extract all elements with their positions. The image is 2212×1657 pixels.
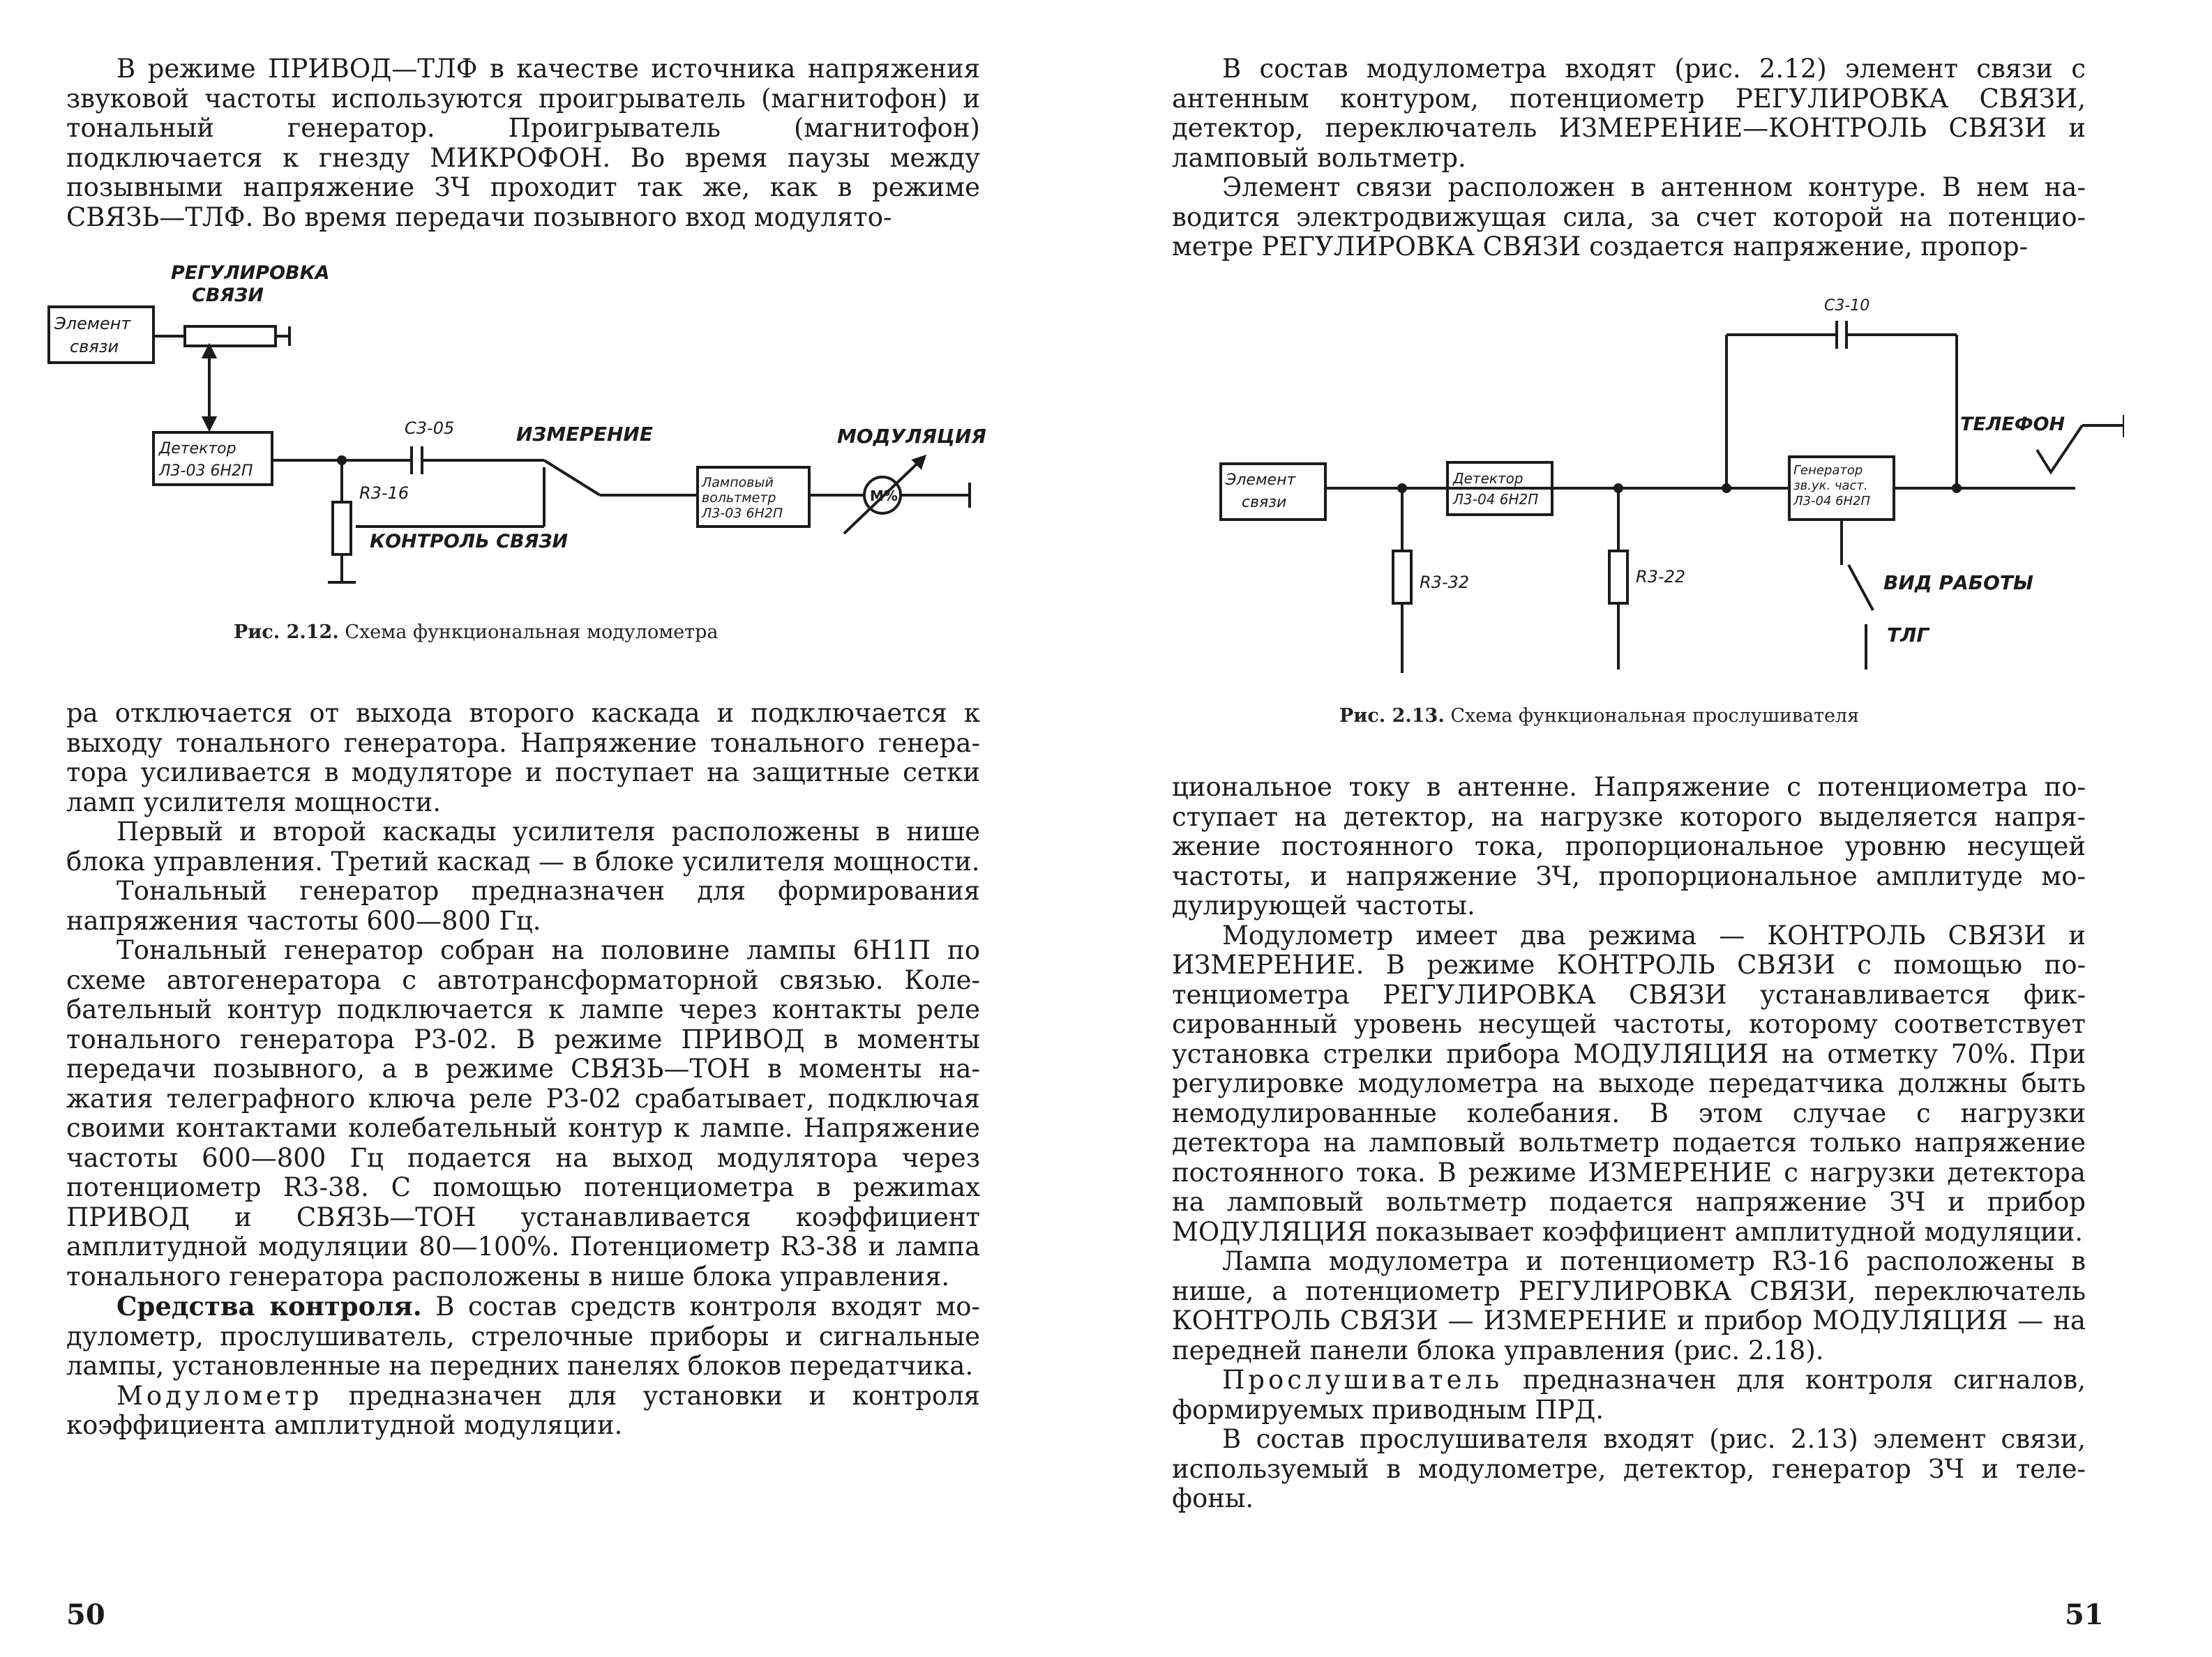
page-number-right: 51 (2065, 1598, 2104, 1631)
caption-text: Схема функциональная прослушивателя (1450, 705, 1860, 727)
paragraph: Тональный генератор предназначен для формирования напряжения частоты 600—800 Гц. (66, 876, 980, 936)
paragraph-modulometer (66, 1382, 980, 1441)
fig2-tel-label: ТЕЛЕФОН (1960, 414, 2066, 435)
fig1-meas-label: ИЗМЕРЕНИЕ (516, 423, 653, 446)
listener-term: Прослушиватель (1222, 1365, 1503, 1395)
fig2-detector-label-2: Л3-04 6Н2П (1453, 491, 1539, 508)
fig1-element-label: Элемент (54, 314, 131, 333)
paragraph-control (66, 1292, 980, 1382)
fig2-gen-label-3: Л3-04 6Н2П (1793, 494, 1871, 508)
fig1-element-label-2: связи (70, 337, 119, 356)
figure-2-13 (1217, 289, 2124, 680)
fig2-gen-label: Генератор (1793, 463, 1863, 478)
fig1-mod-label: МОДУЛЯЦИЯ (837, 425, 986, 448)
paragraph: Первый и второй каскады усилителя расположены в нише блока управления. Третий каскад — в блоке усилителя мощности. (66, 817, 980, 877)
fig2-gen-label-2: зв.ук. част. (1793, 478, 1868, 493)
listener-text: предназначен для контроля сигналов, формируемых приводным ПРД. (1172, 1365, 2086, 1425)
fig1-r-label: R3-16 (359, 483, 409, 503)
figure-2-12 (42, 258, 991, 621)
modulometer-term: Модулометр (116, 1380, 323, 1411)
modulometer-text: предназначен для установки и контроля коэффициента амплитудной модуляции. (66, 1380, 980, 1440)
caption-text: Схема функциональная модулометра (345, 621, 718, 643)
right-text-top (1172, 54, 2086, 262)
left-text-bottom (66, 699, 980, 1441)
control-heading: Средства контроля. (116, 1291, 422, 1322)
paragraph: ра отключается от выхода второго каскада и подключается к выходу тонального генератора. Напряжение тонального генератора усиливается в модуляторе и поступает на защитные сетки ламп усилителя мощности. (66, 698, 980, 817)
fig2-element-label: Элемент (1226, 471, 1296, 489)
paragraph: Элемент связи расположен в антенном контуре. В нем наводится электродвижущая сила, за счет которой на потенциометре РЕГУЛИРОВКА СВЯЗИ создается напряжение, пропор- (1172, 172, 2086, 262)
figure-2-12-caption (234, 621, 718, 644)
figure-2-13-caption (1339, 704, 1859, 728)
caption-number: Рис. 2.12. (234, 621, 339, 643)
fig1-detector-label-2: Л3-03 6Н2П (159, 462, 253, 480)
paragraph-listener (1172, 1365, 2086, 1425)
fig1-c-label: С3-05 (405, 418, 455, 438)
fig1-detector-label: Детектор (159, 440, 236, 457)
fig2-mode-label: ВИД РАБОТЫ (1883, 571, 2033, 594)
fig2-r2-label: R3-22 (1636, 567, 1686, 587)
paragraph: циональное току в антенне. Напряжение с потенциометра поступает на детектор, на нагрузке которого выделяется напряжение постоянного тока, пропорциональное уровню несущей частоты, и напряжение ЗЧ, пропорциональное амплитуде модулирующей частоты. (1172, 772, 2086, 921)
right-page (1106, 0, 2212, 1657)
page-number-left: 50 (66, 1598, 105, 1631)
fig1-meter-label: М% (870, 487, 898, 504)
fig1-lamp-label-3: Л3-03 6Н2П (702, 506, 783, 521)
fig2-c-label: С3-10 (1824, 297, 1870, 315)
fig2-tlg-label: ТЛГ (1887, 623, 1929, 646)
paragraph: В состав модулометра входят (рис. 2.12) элемент связи с антенным контуром, потенциометр РЕГУЛИРОВКА СВЯЗИ, детектор, переключатель ИЗМЕРЕНИЕ—КОНТРОЛЬ СВЯЗИ и ламповый вольтметр. (1172, 54, 2086, 173)
fig1-reg-label: РЕГУЛИРОВКА (171, 262, 330, 284)
fig1-reg-label-2: СВЯЗИ (192, 285, 264, 306)
fig1-lamp-label: Ламповый (702, 475, 774, 490)
fig2-detector-label: Детектор (1453, 470, 1523, 487)
fig1-ctrl-label: КОНТРОЛЬ СВЯЗИ (370, 531, 569, 552)
fig2-r1-label: R3-32 (1420, 573, 1470, 592)
paragraph: В состав прослушивателя входят (рис. 2.13) элемент связи, используемый в модулометре, детектор, генератор ЗЧ и телефоны. (1172, 1424, 2086, 1513)
fig1-lamp-label-2: вольтметр (702, 490, 776, 506)
paragraph: Тональный генератор собран на половине лампы 6Н1П по схеме автогенератора с автотрансформаторной связью. Колебательный контур подключается к лампе через контакты реле тонального генератора Р3-02. В режиме ПРИВОД в моменты передачи позывного, а в режиме СВЯЗЬ—ТОН в моменты нажатия телеграфного ключа реле Р3-02 срабатывает, подключая своими контактами колебательный контур к лампе. Напряжение частоты 600—800 Гц подается на выход модулятора через потенциометр R3-38. С помощью потенциометра в режиmax ПРИВОД и СВЯЗЬ—ТОН устанавливается коэффициент амплитудной модуляции 80—100%. Потенциометр R3-38 и лампа тонального генератора расположены в нише блока управления. (66, 935, 980, 1292)
control-text: В состав средств контроля входят модулометр, прослушиватель, стрелочные приборы и сигнальные лампы, установленные на передних панелях блоков передатчика. (66, 1292, 980, 1381)
fig2-element-label-2: связи (1242, 494, 1287, 511)
paragraph: Лампа модулометра и потенциометр R3-16 расположены в нише, а потенциометр РЕГУЛИРОВКА СВЯЗИ, переключатель КОНТРОЛЬ СВЯЗИ — ИЗМЕРЕНИЕ и прибор МОДУЛЯЦИЯ — на передней панели блока управления (рис. 2.18). (1172, 1246, 2086, 1365)
right-text-bottom (1172, 773, 2086, 1514)
left-text-top (66, 54, 980, 232)
caption-number: Рис. 2.13. (1339, 705, 1445, 727)
paragraph: Модулометр имеет два режима — КОНТРОЛЬ СВЯЗИ и ИЗМЕРЕНИЕ. В режиме КОНТРОЛЬ СВЯЗИ с помощью потенциометра РЕГУЛИРОВКА СВЯЗИ устанавливается фиксированный уровень несущей частоты, которому соответствует установка стрелки прибора МОДУЛЯЦИЯ на отметку 70%. При регулировке модулометра на выходе передатчика должны быть немодулированные колебания. В этом случае с нагрузки детектора на ламповый вольтметр подается только напряжение постоянного тока. В режиме ИЗМЕРЕНИЕ с нагрузки детектора на ламповый вольтметр подается напряжение ЗЧ и прибор МОДУЛЯЦИЯ показывает коэффициент амплитудной модуляции. (1172, 920, 2086, 1247)
paragraph: В режиме ПРИВОД—ТЛФ в качестве источника напряжения звуковой частоты используются проигрыватель (магнитофон) и тональный генератор. Проигрыватель (магнитофон) подключается к гнезду МИКРОФОН. Во время паузы между позывными напряжение ЗЧ проходит так же, как в режиме СВЯЗЬ—ТЛФ. Во время передачи позывного вход модулято- (66, 54, 980, 232)
